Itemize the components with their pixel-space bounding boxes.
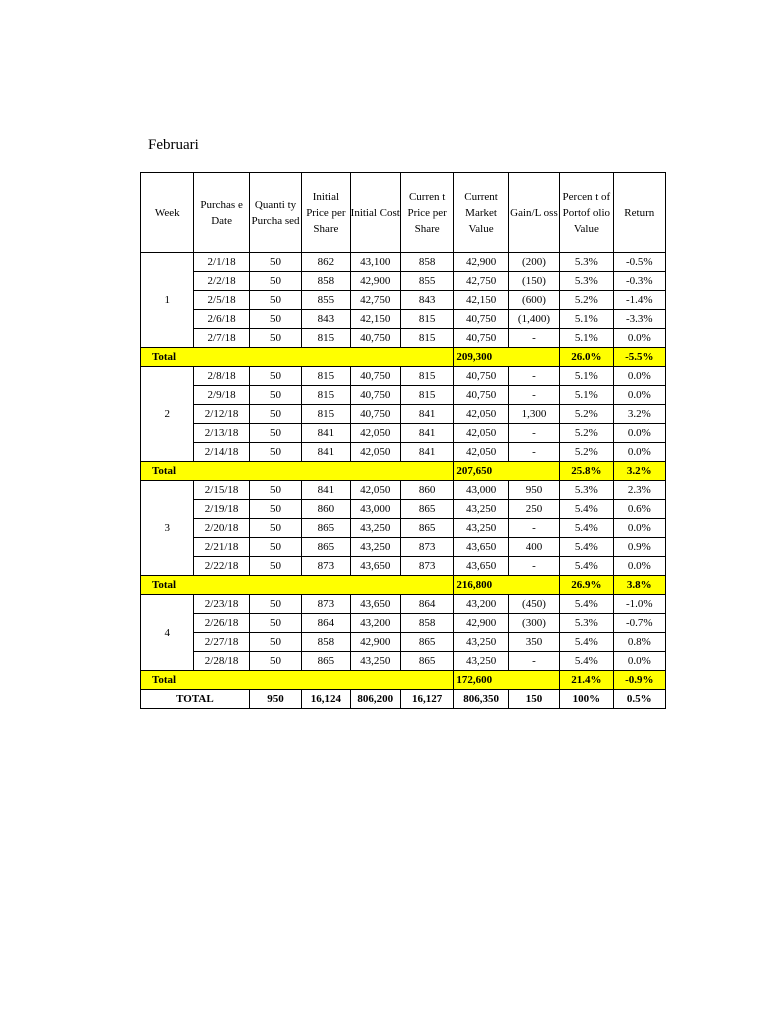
column-header: Return — [613, 173, 665, 253]
table-row — [141, 310, 666, 329]
table-cell: -0.3% — [613, 272, 665, 291]
table-cell: 400 — [508, 538, 559, 557]
week-cell: 3 — [141, 481, 194, 576]
table-cell: 865 — [400, 652, 453, 671]
table-cell: 865 — [302, 519, 350, 538]
table-cell: 864 — [400, 595, 453, 614]
total-percent: 26.9% — [560, 576, 613, 595]
table-cell: 5.2% — [560, 424, 613, 443]
table-cell: 858 — [302, 633, 350, 652]
table-cell: 864 — [302, 614, 350, 633]
table-row — [141, 272, 666, 291]
table-cell: 860 — [400, 481, 453, 500]
table-cell: 43,650 — [350, 595, 400, 614]
table-cell: 0.0% — [613, 367, 665, 386]
portfolio-table — [140, 172, 666, 709]
table-cell: 2/14/18 — [194, 443, 249, 462]
table-cell: 43,250 — [454, 633, 508, 652]
grand-total-label: TOTAL — [141, 690, 250, 709]
table-cell: 43,650 — [454, 557, 508, 576]
table-cell: 2.3% — [613, 481, 665, 500]
grand-total-cell: 806,350 — [454, 690, 508, 709]
table-cell: 42,150 — [350, 310, 400, 329]
table-cell: 2/27/18 — [194, 633, 249, 652]
table-cell: 860 — [302, 500, 350, 519]
table-cell: 50 — [249, 253, 301, 272]
week-total-row — [141, 576, 666, 595]
table-cell: 43,250 — [454, 500, 508, 519]
table-cell: 843 — [400, 291, 453, 310]
column-header: Gain/L oss — [508, 173, 559, 253]
table-cell: 43,000 — [454, 481, 508, 500]
grand-total-cell: 950 — [249, 690, 301, 709]
total-label: Total — [141, 462, 454, 481]
table-cell: 50 — [249, 538, 301, 557]
table-cell: 50 — [249, 291, 301, 310]
table-cell: 5.4% — [560, 500, 613, 519]
table-cell: -0.7% — [613, 614, 665, 633]
table-cell: 865 — [302, 538, 350, 557]
table-cell: 2/5/18 — [194, 291, 249, 310]
table-cell: 2/2/18 — [194, 272, 249, 291]
table-row — [141, 614, 666, 633]
table-cell: 0.0% — [613, 424, 665, 443]
table-cell: 42,900 — [454, 614, 508, 633]
table-cell: 2/1/18 — [194, 253, 249, 272]
table-cell: 50 — [249, 272, 301, 291]
column-header: Purchas e Date — [194, 173, 249, 253]
column-header: Curren t Price per Share — [400, 173, 453, 253]
table-cell: 815 — [302, 386, 350, 405]
table-cell: 42,750 — [350, 291, 400, 310]
table-cell: 1,300 — [508, 405, 559, 424]
table-row — [141, 500, 666, 519]
table-cell: 40,750 — [454, 367, 508, 386]
table-cell: 42,050 — [454, 424, 508, 443]
column-header: Initial Cost — [350, 173, 400, 253]
table-cell: 0.0% — [613, 519, 665, 538]
table-cell: (600) — [508, 291, 559, 310]
table-cell: 50 — [249, 481, 301, 500]
table-cell: 858 — [400, 614, 453, 633]
table-cell: 2/26/18 — [194, 614, 249, 633]
table-cell: 0.8% — [613, 633, 665, 652]
grand-total-cell: 100% — [560, 690, 613, 709]
table-cell: 43,650 — [454, 538, 508, 557]
table-cell: 5.3% — [560, 253, 613, 272]
table-cell: 3.2% — [613, 405, 665, 424]
week-cell: 2 — [141, 367, 194, 462]
total-market-value: 172,600 — [454, 671, 560, 690]
table-cell: 815 — [400, 310, 453, 329]
table-cell: 2/6/18 — [194, 310, 249, 329]
table-cell: - — [508, 329, 559, 348]
table-cell: 42,050 — [350, 443, 400, 462]
table-cell: 2/7/18 — [194, 329, 249, 348]
table-cell: 40,750 — [350, 405, 400, 424]
week-cell: 4 — [141, 595, 194, 671]
table-cell: 865 — [302, 652, 350, 671]
table-cell: 43,650 — [350, 557, 400, 576]
table-row — [141, 329, 666, 348]
grand-total-cell: 150 — [508, 690, 559, 709]
table-cell: 5.4% — [560, 557, 613, 576]
table-row — [141, 443, 666, 462]
table-cell: 0.0% — [613, 386, 665, 405]
table-cell: 0.0% — [613, 557, 665, 576]
table-cell: 862 — [302, 253, 350, 272]
table-cell: 43,100 — [350, 253, 400, 272]
table-cell: 815 — [400, 386, 453, 405]
column-header: Current Market Value — [454, 173, 508, 253]
table-row — [141, 481, 666, 500]
table-row — [141, 253, 666, 272]
table-cell: 350 — [508, 633, 559, 652]
table-cell: 42,050 — [454, 405, 508, 424]
table-row — [141, 386, 666, 405]
table-cell: 0.9% — [613, 538, 665, 557]
table-cell: 50 — [249, 310, 301, 329]
table-row — [141, 367, 666, 386]
table-cell: 843 — [302, 310, 350, 329]
table-cell: 865 — [400, 500, 453, 519]
table-cell: 5.3% — [560, 481, 613, 500]
table-cell: 0.0% — [613, 652, 665, 671]
table-cell: (1,400) — [508, 310, 559, 329]
table-cell: 42,900 — [454, 253, 508, 272]
table-cell: 0.0% — [613, 443, 665, 462]
table-cell: 2/15/18 — [194, 481, 249, 500]
column-header: Week — [141, 173, 194, 253]
table-cell: 50 — [249, 652, 301, 671]
table-cell: 855 — [302, 291, 350, 310]
table-cell: 5.1% — [560, 310, 613, 329]
grand-total-row — [141, 690, 666, 709]
table-cell: 43,200 — [350, 614, 400, 633]
table-cell: 40,750 — [454, 329, 508, 348]
table-cell: 2/8/18 — [194, 367, 249, 386]
table-cell: 873 — [400, 557, 453, 576]
table-cell: (450) — [508, 595, 559, 614]
week-cell: 1 — [141, 253, 194, 348]
table-cell: 858 — [302, 272, 350, 291]
table-row — [141, 405, 666, 424]
total-return: -0.9% — [613, 671, 665, 690]
table-cell: 42,050 — [350, 481, 400, 500]
table-cell: 815 — [302, 367, 350, 386]
total-percent: 25.8% — [560, 462, 613, 481]
table-cell: 873 — [302, 595, 350, 614]
total-label: Total — [141, 671, 454, 690]
table-cell: 841 — [302, 481, 350, 500]
table-cell: 5.3% — [560, 614, 613, 633]
total-market-value: 207,650 — [454, 462, 560, 481]
table-cell: 40,750 — [454, 386, 508, 405]
table-cell: - — [508, 443, 559, 462]
table-cell: 841 — [302, 443, 350, 462]
table-cell: 2/21/18 — [194, 538, 249, 557]
table-body — [141, 253, 666, 709]
table-cell: 43,200 — [454, 595, 508, 614]
table-cell: 950 — [508, 481, 559, 500]
table-cell: 815 — [400, 367, 453, 386]
week-total-row — [141, 348, 666, 367]
table-row — [141, 652, 666, 671]
table-cell: 42,750 — [454, 272, 508, 291]
column-header: Quanti ty Purcha sed — [249, 173, 301, 253]
table-cell: 50 — [249, 386, 301, 405]
header-row — [141, 173, 666, 253]
total-market-value: 216,800 — [454, 576, 560, 595]
total-return: -5.5% — [613, 348, 665, 367]
table-cell: 873 — [302, 557, 350, 576]
table-cell: (200) — [508, 253, 559, 272]
table-cell: 50 — [249, 424, 301, 443]
table-cell: (150) — [508, 272, 559, 291]
table-cell: -1.0% — [613, 595, 665, 614]
table-cell: 50 — [249, 367, 301, 386]
table-cell: 40,750 — [350, 386, 400, 405]
total-return: 3.2% — [613, 462, 665, 481]
table-cell: - — [508, 519, 559, 538]
table-cell: 841 — [400, 405, 453, 424]
table-cell: 2/20/18 — [194, 519, 249, 538]
table-cell: 0.0% — [613, 329, 665, 348]
table-cell: 2/23/18 — [194, 595, 249, 614]
table-cell: 43,250 — [350, 538, 400, 557]
table-cell: 5.2% — [560, 405, 613, 424]
table-row — [141, 519, 666, 538]
table-cell: 815 — [302, 329, 350, 348]
grand-total-cell: 0.5% — [613, 690, 665, 709]
table-cell: 50 — [249, 329, 301, 348]
table-cell: - — [508, 386, 559, 405]
table-cell: 5.2% — [560, 443, 613, 462]
table-cell: -0.5% — [613, 253, 665, 272]
table-cell: -3.3% — [613, 310, 665, 329]
table-cell: 815 — [400, 329, 453, 348]
table-cell: 43,000 — [350, 500, 400, 519]
table-cell: 815 — [302, 405, 350, 424]
table-cell: 2/9/18 — [194, 386, 249, 405]
page-title: Februari — [148, 137, 199, 153]
table-cell: 5.4% — [560, 519, 613, 538]
table-cell: 2/12/18 — [194, 405, 249, 424]
table-cell: 42,150 — [454, 291, 508, 310]
table-cell: 43,250 — [454, 519, 508, 538]
grand-total-cell: 16,124 — [302, 690, 350, 709]
table-cell: 2/22/18 — [194, 557, 249, 576]
table-cell: - — [508, 424, 559, 443]
table-cell: - — [508, 557, 559, 576]
table-cell: 841 — [400, 443, 453, 462]
table-cell: 250 — [508, 500, 559, 519]
table-cell: 40,750 — [350, 329, 400, 348]
table-cell: 40,750 — [350, 367, 400, 386]
table-row — [141, 557, 666, 576]
table-row — [141, 538, 666, 557]
table-cell: 42,900 — [350, 272, 400, 291]
table-cell: 50 — [249, 595, 301, 614]
table-cell: -1.4% — [613, 291, 665, 310]
table-cell: 858 — [400, 253, 453, 272]
table-row — [141, 424, 666, 443]
table-cell: 50 — [249, 614, 301, 633]
table-cell: - — [508, 652, 559, 671]
table-cell: 5.1% — [560, 386, 613, 405]
table-row — [141, 633, 666, 652]
week-total-row — [141, 462, 666, 481]
table-row — [141, 291, 666, 310]
grand-total-cell: 806,200 — [350, 690, 400, 709]
table-cell: 50 — [249, 405, 301, 424]
table-cell: 5.4% — [560, 595, 613, 614]
table-cell: 42,050 — [350, 424, 400, 443]
table-row — [141, 595, 666, 614]
table-cell: 5.4% — [560, 652, 613, 671]
total-return: 3.8% — [613, 576, 665, 595]
table-cell: 5.4% — [560, 538, 613, 557]
total-percent: 26.0% — [560, 348, 613, 367]
table-cell: (300) — [508, 614, 559, 633]
table-cell: 40,750 — [454, 310, 508, 329]
table-cell: 855 — [400, 272, 453, 291]
table-cell: 5.2% — [560, 291, 613, 310]
table-cell: 50 — [249, 500, 301, 519]
total-market-value: 209,300 — [454, 348, 560, 367]
table-cell: 50 — [249, 519, 301, 538]
table-cell: 865 — [400, 633, 453, 652]
table-cell: 5.3% — [560, 272, 613, 291]
total-label: Total — [141, 576, 454, 595]
column-header: Initial Price per Share — [302, 173, 350, 253]
table-cell: 873 — [400, 538, 453, 557]
table-cell: 42,900 — [350, 633, 400, 652]
grand-total-cell: 16,127 — [400, 690, 453, 709]
table-cell: 2/19/18 — [194, 500, 249, 519]
table-cell: 43,250 — [454, 652, 508, 671]
table-cell: 5.4% — [560, 633, 613, 652]
week-total-row — [141, 671, 666, 690]
table-cell: 841 — [302, 424, 350, 443]
table-cell: 50 — [249, 633, 301, 652]
table-cell: 43,250 — [350, 519, 400, 538]
table-cell: 5.1% — [560, 329, 613, 348]
table-cell: 50 — [249, 557, 301, 576]
table-cell: 865 — [400, 519, 453, 538]
column-header: Percen t of Portof olio Value — [560, 173, 613, 253]
table-cell: - — [508, 367, 559, 386]
table-cell: 2/28/18 — [194, 652, 249, 671]
table-cell: 841 — [400, 424, 453, 443]
table-cell: 0.6% — [613, 500, 665, 519]
table-cell: 43,250 — [350, 652, 400, 671]
table-cell: 42,050 — [454, 443, 508, 462]
table-cell: 2/13/18 — [194, 424, 249, 443]
total-label: Total — [141, 348, 454, 367]
table-cell: 5.1% — [560, 367, 613, 386]
total-percent: 21.4% — [560, 671, 613, 690]
table-cell: 50 — [249, 443, 301, 462]
